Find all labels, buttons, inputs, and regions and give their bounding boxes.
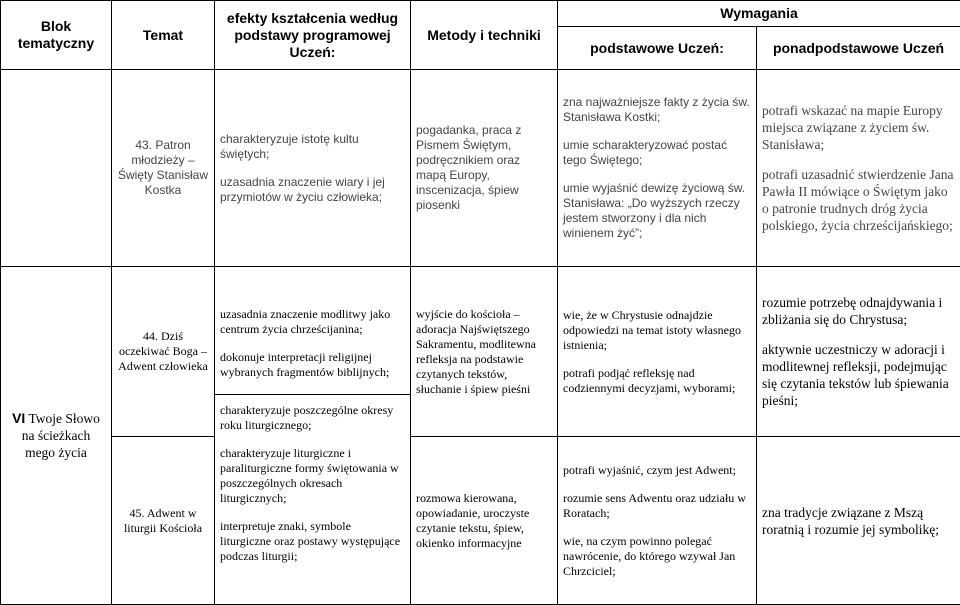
podstawowe-item: wie, że w Chrystusie odnajdzie odpowiedzi na temat istoty własnego istnienia; <box>563 308 751 353</box>
header-temat: Temat <box>112 1 215 70</box>
header-blok: Blok tematyczny <box>1 1 112 70</box>
table-row <box>1 267 960 437</box>
podstawowe-item: umie scharakteryzować postać tego Świętego; <box>563 138 751 168</box>
ponad-cell: zna tradycje związane z Mszą roratnią i rozumie jej symbolikę; <box>757 437 960 605</box>
ponad-item: potrafi wskazać na mapie Europy miejsca związane z życiem św. Stanisława; <box>762 102 955 153</box>
efekty-item: uzasadnia znaczenie modlitwy jako centrum życia chrześcijanina; <box>220 307 405 337</box>
podstawowe-cell <box>558 70 757 267</box>
efekty-item: charakteryzuje istotę kultu świętych; <box>220 132 405 162</box>
metody-cell: wyjście do kościoła – adoracja Najświętszego Sakramentu, modlitewna refleksja na podstawie czytanych tekstów, słuchanie i śpiew pieśni <box>411 267 558 437</box>
podstawowe-item: potrafi wyjaśnić, czym jest Adwent; <box>563 463 751 478</box>
blok-cell-empty <box>1 70 112 267</box>
ponad-item: rozumie potrzebę odnajdywania i zbliżania się do Chrystusa; <box>762 294 955 328</box>
efekty-cell <box>215 70 411 267</box>
metody-cell: pogadanka, praca z Pismem Świętym, podręcznikiem oraz mapą Europy, inscenizacja, śpiew piosenki <box>411 70 558 267</box>
podstawowe-item: potrafi podjąć refleksję nad codziennymi decyzjami, wyborami; <box>563 366 751 396</box>
header-metody: Metody i techniki <box>411 1 558 70</box>
temat-cell: 44. Dziś oczekiwać Boga – Adwent człowieka <box>112 267 215 437</box>
temat-cell: 45. Adwent w liturgii Kościoła <box>112 437 215 605</box>
ponad-cell <box>757 70 960 267</box>
temat-cell: 43. Patron młodzieży – Święty Stanisław Kostka <box>112 70 215 267</box>
ponad-cell <box>757 267 960 437</box>
ponad-item: potrafi uzasadnić stwierdzenie Jana Pawła II mówiące o Świętym jako o patronie trudnych dróg życia polskiego, życia chrześcijańskiego; <box>762 166 955 234</box>
header-wymagania: Wymagania <box>558 1 960 27</box>
header-podstawowe: podstawowe Uczeń: <box>558 27 757 70</box>
ponad-item: aktywnie uczestniczy w adoracji i modlitewnej refleksji, podejmując się czytania tekstów lub śpiewania pieśni; <box>762 341 955 409</box>
metody-cell: rozmowa kierowana, opowiadanie, uroczyste czytanie tekstu, śpiew, okienko informacyjne <box>411 437 558 605</box>
podstawowe-cell <box>558 437 757 605</box>
blok-cell <box>1 267 112 605</box>
podstawowe-item: wie, na czym powinno polegać nawrócenie, do którego wzywał Jan Chrzciciel; <box>563 534 751 579</box>
block-numeral: VI <box>12 410 25 426</box>
efekty-item: uzasadnia znaczenie wiary i jej przymiotów w życiu człowieka; <box>220 175 405 205</box>
podstawowe-item: rozumie sens Adwentu oraz udziału w Roratach; <box>563 491 751 521</box>
podstawowe-item: umie wyjaśnić dewizę życiową św. Stanisława: „Do wyższych rzeczy jestem stworzony i dla nich winienem żyć”; <box>563 181 751 241</box>
table-row <box>1 70 960 267</box>
header-ponadpodstawowe: ponadpodstawowe Uczeń <box>757 27 960 70</box>
table-row <box>1 437 960 605</box>
podstawowe-item: zna najważniejsze fakty z życia św. Stanisława Kostki; <box>563 95 751 125</box>
efekty-item: charakteryzuje liturgiczne i paraliturgiczne formy świętowania w poszczególnych okresach liturgicznych; <box>220 446 405 506</box>
header-efekty: efekty kształcenia według podstawy programowej Uczeń: <box>215 1 411 70</box>
podstawowe-cell <box>558 267 757 437</box>
efekty-item: interpretuje znaki, symbole liturgiczne oraz postawy występujące podczas liturgii; <box>220 519 405 564</box>
efekty-item: charakteryzuje poszczególne okresy roku liturgicznego; <box>220 403 405 433</box>
efekty-item: dokonuje interpretacji religijnej wybranych fragmentów biblijnych; <box>220 350 405 380</box>
block-title: Twoje Słowo na ścieżkach mego życia <box>22 411 100 460</box>
efekty-cell <box>215 267 411 605</box>
